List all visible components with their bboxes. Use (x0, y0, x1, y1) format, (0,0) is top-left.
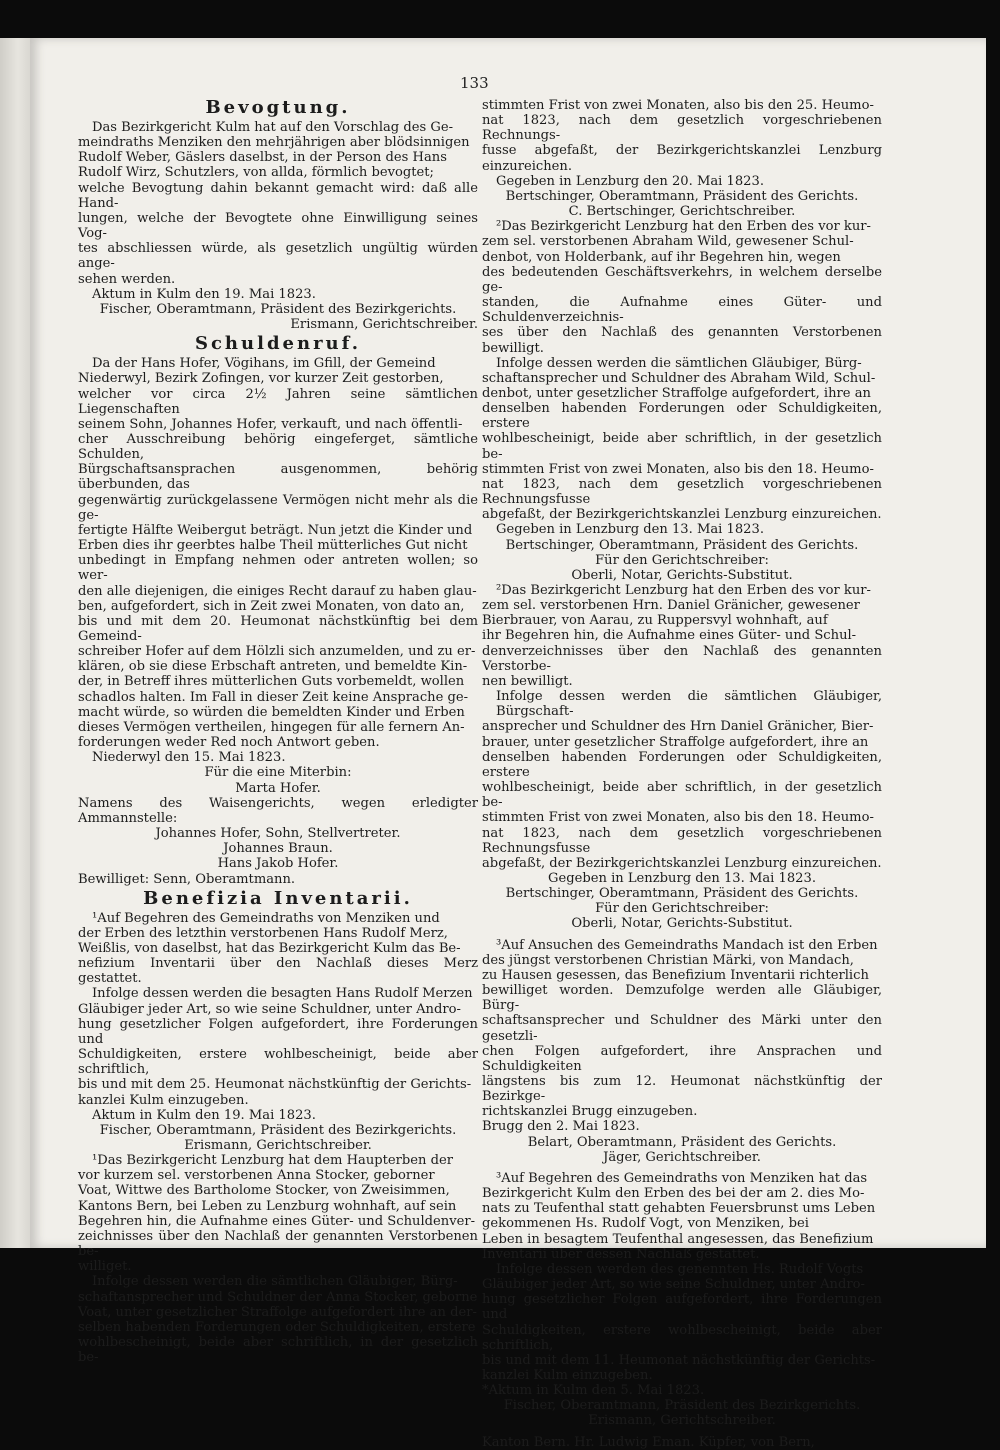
text-line: welche Bevogtung dahin bekannt gemacht wird: daß alle Hand- (78, 180, 478, 211)
notice-date: Gegeben in Lenzburg den 13. Mai 1823. (496, 522, 764, 538)
notice-bevogtung (78, 120, 478, 332)
text-line: cher Ausschreibung behörig eingeferget, sämtliche Schulden, (78, 431, 478, 463)
text-line: nat 1823, nach dem gesetzlich vorgeschriebenen Rechnungsfusse (482, 476, 882, 508)
left-column (78, 96, 478, 1365)
signature-line: Für die eine Miterbin: (204, 765, 352, 781)
text-line: Schuldigkeiten, erstere wohlbescheinigt, beide aber schriftlich, (78, 1047, 478, 1078)
text-line: Erben dies ihr geerbtes halbe Theil mütterliches Gut nicht (78, 538, 468, 554)
text-line: unbedingt in Empfang nehmen oder antreten wollen; so wer- (78, 553, 478, 584)
text-line: Leben in besagtem Teufenthal angesessen, das Benefizium (482, 1231, 874, 1247)
text-line: abgefaßt, der Bezirkgerichtskanzlei Lenzburg einzureichen. (482, 855, 882, 871)
text-line: Das Bezirkgericht Kulm hat auf den Vorschlag des Ge- (92, 120, 453, 135)
text-line: der Erben des letzthin verstorbenen Hans Rudolf Merz, (78, 925, 448, 941)
text-line: tes abschliessen würde, als gesetzlich ungültig würden ange- (78, 241, 478, 272)
text-line: stimmten Frist von zwei Monaten, also bis den 18. Heumo- (482, 810, 874, 826)
text-line: ²Das Bezirkgericht Lenzburg hat den Erben des vor kur- (496, 219, 871, 235)
text-line: Infolge dessen werden des genennten Hs. Rudolf Vogts (496, 1261, 864, 1277)
signature-line: Bertschinger, Oberamtmann, Präsident des Gerichts. (505, 537, 859, 553)
signature-line: Bertschinger, Oberamtmann, Präsident des Gerichts. (505, 188, 859, 204)
text-line: meindraths Menziken den mehrjährigen aber blödsinnigen (78, 135, 470, 151)
text-line: bis und mit dem 11. Heumonat nächstkünftig der Gerichts- (482, 1352, 876, 1368)
text-line: brauer, unter gesetzlicher Straffolge aufgefordert, ihre an (482, 734, 869, 750)
signature-line: Erismann, Gerichtschreiber. (290, 317, 478, 333)
signature-line: Erismann, Gerichtschreiber. (588, 1413, 776, 1429)
text-line: fusse abgefaßt, der Bezirkgerichtskanzlei Lenzburg einzureichen. (482, 143, 882, 174)
text-line: der, in Betreff ihres mütterlichen Guts vorbemeldt, wollen (78, 674, 465, 690)
text-line: stimmten Frist von zwei Monaten, also bis den 25. Heumo- (482, 98, 874, 113)
text-line: fertigte Hälfte Weibergut beträgt. Nun jetzt die Kinder und (78, 522, 473, 538)
signature-line: Jäger, Gerichtschreiber. (603, 1149, 761, 1165)
text-line: zem sel. verstorbenen Abraham Wild, gewesener Schul- (482, 234, 854, 250)
signature-line: Erismann, Gerichtschreiber. (184, 1138, 372, 1153)
signature-line: Für den Gerichtschreiber: (595, 901, 769, 917)
text-line: sehen werden. (78, 271, 176, 287)
text-line: Schuldigkeiten, erstere wohlbescheinigt, beide aber schriftlich, (482, 1322, 882, 1353)
text-line: Da der Hans Hofer, Vögihans, im Gfill, der Gemeind (92, 356, 436, 372)
text-line: den alle diejenigen, die einiges Recht darauf zu haben glau- (78, 583, 477, 599)
signature-line: Namens des Waisengerichts, wegen erledigter Ammannstelle: (78, 795, 478, 826)
notice-date: Gegeben in Lenzburg den 13. Mai 1823. (548, 870, 816, 886)
heading-schuldenruf: Schuldenruf. (194, 333, 362, 355)
text-line: Infolge dessen werden die besagten Hans Rudolf Merzen (92, 986, 473, 1002)
text-line: standen, die Aufnahme eines Güter- und Schuldenverzeichnis- (482, 295, 882, 326)
text-line: ses über den Nachlaß des genannten Verstorbenen bewilligt. (482, 325, 882, 356)
text-line: ³Auf Ansuchen des Gemeindraths Mandach ist den Erben (496, 937, 878, 953)
text-line: Rudolf Wirz, Schutzlers, von allda, förmlich bevogtet; (78, 165, 434, 181)
text-line: macht würde, so würden die bemeldten Kinder und Erben (78, 704, 465, 720)
text-line: Niederwyl, Bezirk Zofingen, vor kurzer Zeit gestorben, (78, 371, 444, 387)
text-line: seinem Sohn, Johannes Hofer, verkauft, und nach öffentli- (78, 416, 463, 432)
text-line: denbot, von Holderbank, auf ihr Begehren hin, wegen (482, 249, 841, 265)
text-line: Inventarii über dessen Nachlaß gestattet. (482, 1246, 760, 1262)
text-line: schadlos halten. Im Fall in dieser Zeit keine Ansprache ge- (78, 689, 469, 705)
text-line: wohlbescheinigt, beide aber schriftlich, in der gesetzlich be- (78, 1335, 478, 1366)
text-line: wohlbescheinigt, beide aber schriftlich, in der gesetzlich be- (482, 431, 882, 462)
signature-line: Fischer, Oberamtmann, Präsident des Bezirkgerichts. (503, 1398, 861, 1414)
text-line: bis und mit dem 20. Heumonat nächstkünftig bei dem Gemeind- (78, 613, 478, 644)
notice-date: Aktum in Kulm den 19. Mai 1823. (92, 286, 316, 302)
text-line: schaftansprecher und Schuldner der Anna Stocker, geborne (78, 1289, 478, 1305)
text-line: richtskanzlei Brugg einzugeben. (482, 1104, 698, 1120)
signature-line: Johannes Hofer, Sohn, Stellvertreter. (155, 826, 401, 842)
text-line: schaftsansprecher und Schuldner des Märki unter den gesetzli- (482, 1013, 882, 1044)
text-line: des bedeutenden Geschäftsverkehrs, in welchem derselbe ge- (482, 264, 882, 295)
text-line: ansprecher und Schuldner des Hrn Daniel Gränicher, Bier- (482, 719, 874, 735)
text-line: chen Folgen aufgefordert, ihre Ansprachen und Schuldigkeiten (482, 1043, 882, 1074)
text-line: denselben habenden Forderungen oder Schuldigkeiten, erstere (482, 401, 882, 432)
text-line: dieses Vermögen vertheilen, hingegen für alle fernern An- (78, 719, 465, 735)
text-line: stimmten Frist von zwei Monaten, also bis den 18. Heumo- (482, 461, 874, 477)
notice-date: Niederwyl den 15. Mai 1823. (92, 750, 286, 766)
text-line: Infolge dessen werden die sämtlichen Gläubiger, Bürg- (496, 355, 862, 371)
text-line: abgefaßt, der Bezirkgerichtskanzlei Lenzburg einzureichen. (482, 507, 882, 523)
text-line: denverzeichnisses über den Nachlaß des genannten Verstorbe- (482, 643, 882, 674)
text-line: klären, ob sie diese Erbschaft antreten, und bemeldte Kin- (78, 659, 468, 675)
text-line: wohlbescheinigt, beide aber schriftlich, in der gesetzlich be- (482, 780, 882, 811)
text-line: Weißlis, von daselbst, hat das Bezirkgericht Kulm das Be- (78, 940, 461, 956)
signature-line: Belart, Oberamtmann, Präsident des Gerichts. (527, 1134, 837, 1150)
text-line: Begehren hin, die Aufnahme eines Güter- und Schuldenver- (78, 1213, 476, 1229)
notice-date: Gegeben in Lenzburg den 20. Mai 1823. (496, 173, 764, 189)
signature-line: Marta Hofer. (235, 780, 321, 796)
text-line: Rudolf Weber, Gäslers daselbst, in der Person des Hans (78, 150, 447, 166)
text-line: nats zu Teufenthal statt gehabten Feuersbrunst ums Leben (482, 1201, 876, 1217)
signature-line: Fischer, Oberamtmann, Präsident des Bezirkgerichts. (99, 301, 457, 317)
page-edge (0, 38, 30, 1248)
notice-graenicher (482, 583, 882, 932)
text-line: Bezirkgericht Kulm den Erben des bei der am 2. dies Mo- (482, 1186, 865, 1202)
text-line: längstens bis zum 12. Heumonat nächstkünftig der Bezirkge- (482, 1074, 882, 1105)
signature-line: Hans Jakob Hofer. (217, 856, 339, 872)
notice-vogt (482, 1171, 882, 1429)
text-line: Kantons Bern, bei Leben zu Lenzburg wohnhaft, auf sein (78, 1198, 457, 1214)
text-line: Gläubiger jeder Art, so wie seine Schuldner, unter Andro- (482, 1277, 865, 1293)
signature-line: Fischer, Oberamtmann, Präsident des Bezirkgerichts. (99, 1122, 457, 1138)
approval-line: Bewilliget: Senn, Oberamtmann. (78, 871, 296, 887)
right-column (482, 98, 882, 1450)
notice-maerki (482, 938, 882, 1165)
text-line: hung gesetzlicher Folgen aufgefordert, ihre Forderungen und (78, 1016, 478, 1047)
text-line: nat 1823, nach dem gesetzlich vorgeschriebenen Rechnungs- (482, 113, 882, 144)
notice-wild (482, 219, 882, 583)
signature-line: C. Bertschinger, Gerichtschreiber. (568, 204, 796, 220)
notice-date: Aktum in Kulm den 19. Mai 1823. (92, 1107, 316, 1123)
signature-line: Oberli, Notar, Gerichts-Substitut. (571, 567, 793, 583)
signature-line: Für den Gerichtschreiber: (595, 552, 769, 568)
text-line: ihr Begehren hin, die Aufnahme eines Güter- und Schul- (482, 628, 857, 644)
notice-benefizium-stocker (78, 1153, 478, 1365)
text-line: nat 1823, nach dem gesetzlich vorgeschriebenen Rechnungsfusse (482, 825, 882, 856)
text-line: nefizium Inventarii über den Nachlaß dieses Merz gestattet. (78, 956, 478, 987)
text-line: ben, aufgefordert, sich in Zeit zwei Monaten, von dato an, (78, 598, 465, 614)
heading-benefizia-inventarii: Benefizia Inventarii. (143, 887, 413, 909)
text-line: Bürgschaftsansprachen ausgenommen, behörig überbunden, das (78, 462, 478, 493)
text-line: zem sel. verstorbenen Hrn. Daniel Gränicher, gewesener (482, 598, 860, 614)
text-line: ¹Das Bezirkgericht Lenzburg hat dem Haupterben der (92, 1153, 454, 1169)
text-line: bewilliget worden. Demzufolge werden alle Gläubiger, Bürg- (482, 983, 882, 1014)
text-line: gekommenen Hs. Rudolf Vogt, von Menziken, bei (482, 1216, 809, 1232)
text-line: schaftansprecher und Schuldner des Abraham Wild, Schul- (482, 370, 876, 386)
text-line: bis und mit dem 25. Heumonat nächstkünftig der Gerichts- (78, 1077, 472, 1093)
text-line: denselben habenden Forderungen oder Schuldigkeiten, erstere (482, 749, 882, 780)
text-line: kanzlei Kulm einzugeben. (482, 1367, 653, 1383)
text-line: welcher vor circa 2½ Jahren seine sämtlichen Liegenschaften (78, 386, 478, 417)
text-line: gegenwärtig zurückgelassene Vermögen nicht mehr als die ge- (78, 492, 478, 523)
notice-kanton-bern: Kanton Bern. Hr. Ludwig Eman. Küpfer, von Bern, (482, 1434, 815, 1450)
text-line: selben habenden Forderungen oder Schuldigkeiten, erstere (78, 1319, 476, 1335)
text-line: ¹Auf Begehren des Gemeindraths von Menziken und (92, 910, 440, 926)
heading-bevogtung: Bevogtung. (205, 97, 351, 118)
text-line: zeichnisses über den Nachlaß der genannten Verstorbenen be- (78, 1228, 478, 1260)
text-line: denbot, unter gesetzlicher Straffolge aufgefordert, ihre an (482, 385, 871, 401)
newspaper-page (30, 38, 986, 1450)
text-line: des jüngst verstorbenen Christian Märki, von Mandach, (482, 952, 854, 968)
notice-date: *Aktum in Kulm den 5. Mai 1823. (482, 1383, 705, 1399)
text-line: kanzlei Kulm einzugeben. (78, 1092, 249, 1108)
text-line: lungen, welche der Bevogtete ohne Einwilligung seines Vog- (78, 210, 478, 242)
text-line: hung gesetzlicher Folgen aufgefordert, ihre Forderungen und (482, 1292, 882, 1323)
signature-line: Johannes Braun. (223, 841, 333, 857)
notice-date: Brugg den 2. Mai 1823. (482, 1119, 640, 1135)
signature-line: Oberli, Notar, Gerichts-Substitut. (571, 916, 793, 932)
text-line: vor kurzem sel. verstorbenen Anna Stocker, geborner (78, 1168, 435, 1184)
notice-stocker-continued (482, 98, 882, 219)
text-line: ³Auf Begehren des Gemeindraths von Menziken hat das (496, 1170, 868, 1186)
text-line: schreiber Hofer auf dem Hölzli sich anzumelden, und zu er- (78, 644, 476, 660)
signature-line: Bertschinger, Oberamtmann, Präsident des Gerichts. (505, 886, 859, 902)
text-line: Infolge dessen werden die sämtlichen Gläubiger, Bürgschaft- (496, 689, 882, 720)
text-line: Infolge dessen werden die sämtlichen Gläubiger, Bürg- (92, 1274, 458, 1290)
text-line: Gläubiger jeder Art, so wie seine Schuldner, unter Andro- (78, 1001, 461, 1017)
text-line: Voat, Wittwe des Bartholome Stocker, von Zweisimmen, (78, 1183, 450, 1199)
text-line: Bierbrauer, von Aarau, zu Ruppersvyl wohnhaft, auf (482, 613, 828, 629)
text-line: nen bewilligt. (482, 673, 573, 689)
text-line: ²Das Bezirkgericht Lenzburg hat den Erben des vor kur- (496, 583, 871, 598)
notice-schuldenruf (78, 356, 478, 886)
page-number: 133 (460, 74, 489, 92)
text-line: Voat, unter gesetzlicher Straffolge aufgefordert ihre an der- (78, 1304, 477, 1320)
text-line: williget. (78, 1259, 132, 1275)
text-line: zu Hausen gesessen, das Benefizium Inventarii richterlich (482, 967, 869, 983)
text-line: forderungen weder Red noch Antwort geben. (78, 735, 380, 751)
notice-benefizium-merz (78, 911, 478, 1154)
